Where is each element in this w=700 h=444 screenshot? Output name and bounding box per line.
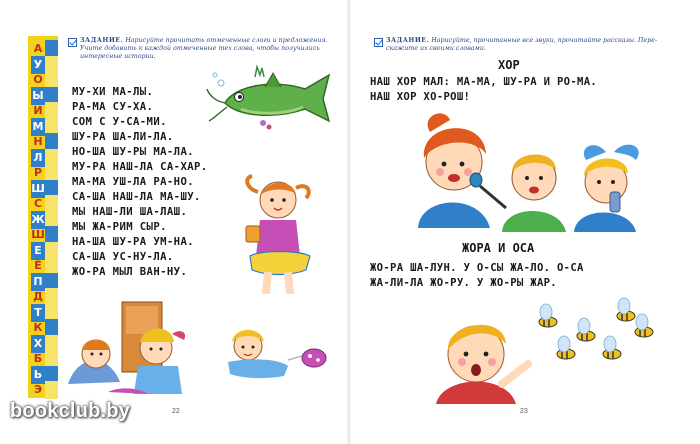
alphabet-letter: У	[31, 56, 45, 74]
task-text-line: Нарисуйте прочитать отмеченные слоги и предложения.	[125, 37, 328, 44]
syllable-line: МУ-ХИ МА-ЛЫ.	[72, 86, 154, 98]
syllable-line: МА-МА УШ-ЛА РА-НО.	[72, 176, 195, 188]
alphabet-letter: Ш	[31, 228, 45, 241]
wasp-icon	[557, 336, 575, 359]
syllable-line: НА-ША ШУ-РА УМ-НА.	[72, 236, 195, 248]
boy-and-wasps-illustration	[436, 292, 676, 404]
syllable-line: ШУ-РА ША-ЛИ-ЛА.	[72, 131, 174, 143]
syllable-line: МЫ ЖА-РИМ СЫР.	[72, 221, 167, 233]
syllable-line: ЖО-РА МЫЛ ВАН-НУ.	[72, 266, 188, 278]
task-text-line: интересные истории.	[80, 53, 156, 60]
girl-illustration	[240, 172, 320, 300]
page-number: 22	[172, 408, 180, 415]
task-instructions	[386, 37, 686, 53]
story-title: ЖОРА И ОСА	[462, 241, 535, 255]
alphabet-cell-marker	[45, 381, 58, 399]
story-line: НАШ ХОР ХО-РОШ!	[370, 91, 471, 103]
story-line: ЖА-ЛИ-ЛА ЖО-РУ. У ЖО-РЫ ЖАР.	[370, 277, 557, 289]
alphabet-letter: К	[33, 321, 43, 334]
alphabet-letter: Н	[33, 135, 43, 148]
task-text-line: Нарисуйте, прочитанные все звуки, прочитайте рассказы. Пере-	[431, 37, 658, 44]
alphabet-strip	[28, 36, 58, 398]
story-line: НАШ ХОР МАЛ: МА-МА, ШУ-РА И РО-МА.	[370, 76, 598, 88]
catfish-illustration	[205, 65, 333, 135]
page-number: 23	[520, 408, 528, 415]
syllable-line: СОМ С У-СА-МИ.	[72, 116, 167, 128]
alphabet-letter: Ж	[31, 211, 45, 229]
alphabet-letter: Д	[33, 290, 43, 303]
wasp-icon	[617, 298, 635, 321]
task-label: ЗАДАНИЕ.	[386, 37, 430, 44]
wasp-icon	[603, 336, 621, 359]
alphabet-letter: И	[33, 104, 43, 117]
task-instructions	[80, 37, 342, 61]
wasp-icon	[539, 304, 557, 327]
alphabet-letter: С	[33, 197, 43, 210]
syllable-line: МУ-РА НАШ-ЛА СА-ХАР.	[72, 161, 208, 173]
alphabet-letter: Ё	[34, 259, 42, 272]
alphabet-letter: П	[31, 273, 45, 291]
alphabet-letter: Е	[31, 242, 45, 260]
boy-bath-illustration	[218, 312, 342, 392]
alphabet-letter: Л	[31, 149, 45, 167]
alphabet-letter: М	[31, 118, 45, 136]
task-checkbox-icon	[374, 38, 383, 47]
choir-children-illustration	[410, 108, 654, 232]
children-playing-illustration	[68, 294, 192, 398]
task-checkbox-icon	[68, 38, 77, 47]
alphabet-letter: Т	[31, 304, 45, 322]
story-title: ХОР	[498, 58, 520, 72]
alphabet-letter: О	[33, 73, 43, 86]
syllable-line: РА-МА СУ-ХА.	[72, 101, 154, 113]
story-line: ЖО-РА ША-ЛУН. У О-СЫ ЖА-ЛО. О-СА	[370, 262, 584, 274]
syllable-line: НО-ША ШУ-РЫ МА-ЛА.	[72, 146, 195, 158]
watermark-logo: bookclub.by	[10, 400, 130, 422]
alphabet-letter: Р	[33, 166, 43, 179]
alphabet-letter: Х	[31, 335, 45, 353]
syllable-line: СА-ША УС-НУ-ЛА.	[72, 251, 174, 263]
alphabet-letter: А	[33, 42, 43, 55]
alphabet-letter: Ь	[31, 366, 45, 384]
wasp-icon	[577, 318, 595, 341]
alphabet-letter: Ы	[31, 87, 45, 105]
syllable-line: СА-ША НАШ-ЛА МА-ШУ.	[72, 191, 201, 203]
task-label: ЗАДАНИЕ.	[80, 37, 124, 44]
wasp-icon	[635, 314, 653, 337]
right-page	[350, 0, 700, 444]
syllable-line: МЫ НАШ-ЛИ ША-ЛАШ.	[72, 206, 188, 218]
alphabet-letter: Ш	[31, 180, 45, 198]
task-text-line: скажите их своими словами.	[386, 45, 486, 52]
alphabet-letter: Б	[33, 352, 43, 365]
alphabet-letter: Э	[33, 383, 43, 396]
task-text-line: Учите добавить к каждой отмеченные тех слова, чтобы получились	[80, 45, 320, 52]
